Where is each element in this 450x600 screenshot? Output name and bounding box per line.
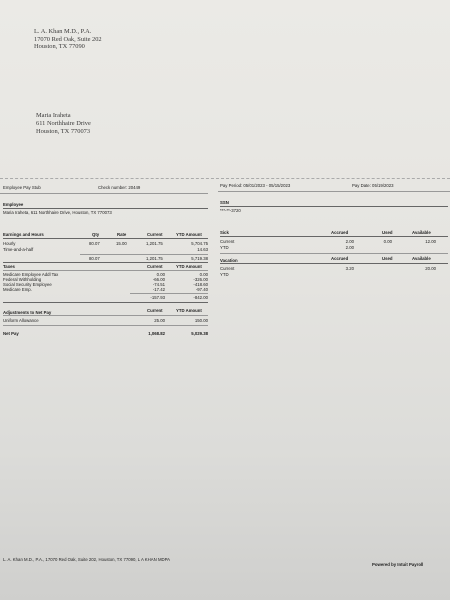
earnings-total-ytd: 5,719.38 <box>191 256 208 261</box>
tax-row-ytd: -326.00 <box>193 277 208 282</box>
sick-row-accrued: 2.00 <box>345 245 354 250</box>
sick-row-label: Current <box>220 239 235 244</box>
tax-row-current: -66.00 <box>152 277 165 282</box>
divider <box>3 262 208 263</box>
available-header: Available <box>412 256 431 261</box>
adjustments-header: Adjustments to Net Pay <box>3 310 52 315</box>
tax-row-label: Social Security Employee <box>3 282 52 287</box>
pay-date: Pay Date: 05/19/2023 <box>352 183 394 188</box>
adjustment-row-ytd: 150.00 <box>194 318 208 323</box>
divider <box>3 208 208 209</box>
rate-header: Rate <box>117 232 127 237</box>
vacation-header: Vacation <box>220 258 238 263</box>
divider <box>3 325 208 326</box>
ssn-header: SSN <box>220 200 229 205</box>
tax-row-label: Medicare Employee Addl Tax <box>3 272 59 277</box>
recipient-city: Houston, TX 770073 <box>36 127 91 135</box>
sender-street: 17070 Red Oak, Suite 202 <box>34 35 102 43</box>
tax-row-current: -74.51 <box>152 282 165 287</box>
sick-header: Sick <box>220 230 229 235</box>
divider <box>218 191 450 192</box>
employee-info: Maria Iraheta, 611 Northhaire Drive, Houston, TX 770073 <box>3 210 112 215</box>
tax-row-label: Federal Withholding <box>3 277 42 282</box>
divider <box>220 236 448 237</box>
accrued-header: Accrued <box>331 256 349 261</box>
sick-row-used: 0.00 <box>383 239 392 244</box>
earnings-total-current: 1,201.75 <box>146 256 163 261</box>
sick-row-accrued: 2.00 <box>345 239 354 244</box>
stub-title: Employee Pay Stub <box>3 185 41 190</box>
recipient-street: 611 Northhaire Drive <box>36 119 91 127</box>
divider <box>220 263 448 264</box>
current-header: Current <box>147 308 163 313</box>
sick-row-label: YTD <box>220 245 229 250</box>
recipient-address <box>36 112 91 135</box>
divider <box>0 193 208 194</box>
footer-company: L. A. Khan M.D., P.A., 17070 Red Oak, Suite 202, Houston, TX 77090, L A KHAN MDPA <box>3 557 171 562</box>
used-header: Used <box>382 256 393 261</box>
earnings-row-label: Hourly <box>3 241 16 246</box>
earnings-row-qty: 80.07 <box>89 241 100 246</box>
tax-total-ytd: -842.00 <box>193 295 208 300</box>
divider <box>3 270 208 271</box>
tax-row-ytd: -97.40 <box>195 287 208 292</box>
taxes-header: Taxes <box>3 264 15 269</box>
current-header: Current <box>147 232 163 237</box>
ytd-header: YTD Amount <box>176 232 202 237</box>
earnings-row-label: Time-and-a-half <box>3 247 34 252</box>
tax-total-current: -157.93 <box>150 295 165 300</box>
footer-powered: Powered by Intuit Payroll <box>372 562 424 567</box>
recipient-name: Maria Iraheta <box>36 112 71 119</box>
tax-row-ytd: -418.60 <box>193 282 208 287</box>
sender-address <box>34 28 102 51</box>
vacation-row-accrued: 3.20 <box>345 266 354 271</box>
qty-header: Qty <box>92 232 100 237</box>
vacation-row-available: 20.00 <box>425 266 436 271</box>
available-header: Available <box>412 230 431 235</box>
divider <box>220 206 448 207</box>
net-pay-label: Net Pay <box>3 331 19 336</box>
earnings-row-rate: 15.00 <box>116 241 127 246</box>
ytd-header: YTD Amount <box>176 264 202 269</box>
ytd-header: YTD Amount <box>176 308 202 313</box>
ssn-value: ***-**-3720 <box>220 208 241 213</box>
sick-row-available: 12.00 <box>425 239 436 244</box>
adjustment-row-current: 25.00 <box>154 318 165 323</box>
adjustment-row-label: Uniform Allowance <box>3 318 39 323</box>
net-pay-current: 1,068.82 <box>148 331 165 336</box>
divider <box>220 253 448 254</box>
divider <box>3 315 208 316</box>
tax-row-ytd: 0.00 <box>199 272 208 277</box>
divider <box>3 302 208 303</box>
earnings-row-ytd: 5,704.75 <box>191 241 208 246</box>
perforation-line <box>0 178 450 179</box>
divider <box>130 293 208 294</box>
accrued-header: Accrued <box>331 230 349 235</box>
sender-name: L. A. Khan M.D., P.A. <box>34 28 92 35</box>
current-header: Current <box>147 264 163 269</box>
divider <box>3 238 208 239</box>
vacation-row-label: Current <box>220 266 235 271</box>
tax-row-label: Medicare Emp. <box>3 287 32 292</box>
divider <box>80 254 208 255</box>
earnings-row-ytd: 14.63 <box>197 247 208 252</box>
earnings-row-current: 1,201.75 <box>146 241 163 246</box>
earnings-total-qty: 80.07 <box>89 256 100 261</box>
used-header: Used <box>382 230 393 235</box>
check-number: Check number: 20449 <box>98 185 141 190</box>
pay-period: Pay Period: 05/01/2023 - 05/15/2023 <box>220 183 291 188</box>
earnings-header: Earnings and Hours <box>3 232 44 237</box>
vacation-row-label: YTD <box>220 272 229 277</box>
employee-header: Employee <box>3 202 24 207</box>
sender-city: Houston, TX 77090 <box>34 43 85 51</box>
tax-row-current: -17.42 <box>152 287 165 292</box>
net-pay-ytd: 5,029.38 <box>191 331 208 336</box>
tax-row-current: 0.00 <box>156 272 165 277</box>
